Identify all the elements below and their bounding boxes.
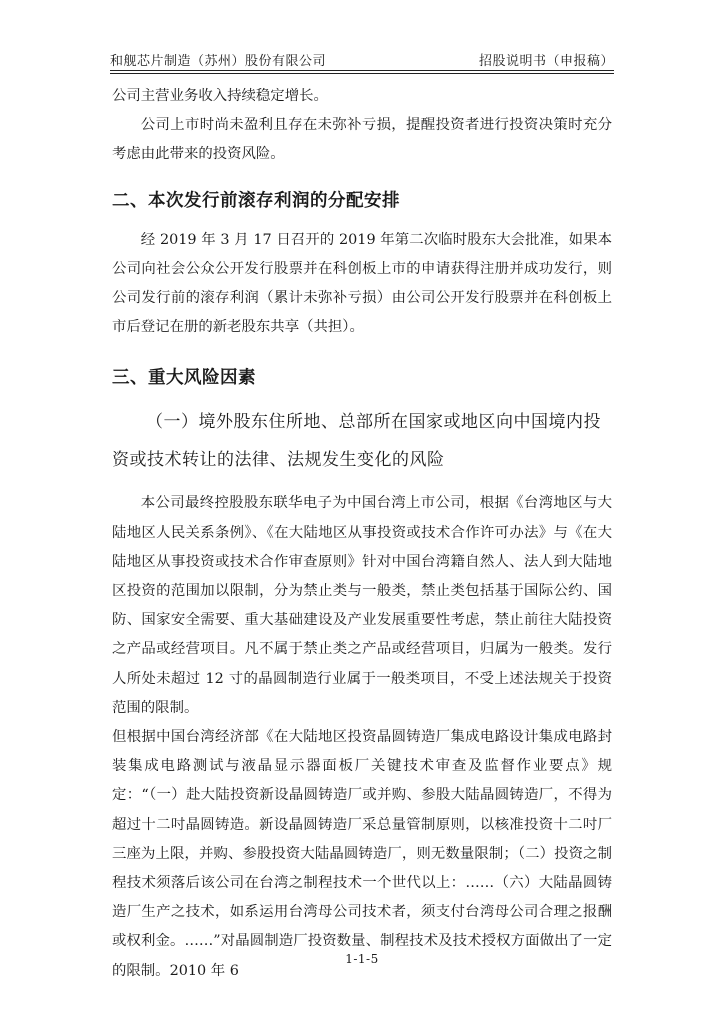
paragraph-wafer-foundry-rules: 但根据中国台湾经济部《在大陆地区投资晶圆铸造厂集成电路设计集成电路封装集成电路测试与液晶显示器面板厂关键技术审查及监督作业要点》规定：“（一）赴大陆投资新设晶圆铸造厂或并购、参股大陆晶圆铸造厂，不得为超过十二吋晶圆铸造。新设晶圆铸造厂采总量管制原则，以核准投资十二吋厂三座为上限，并购、参股投资大陆晶圆铸造厂，则无数量限制；（二）投资之制程技术须落后该公司在台湾之制程技术一个世代以上：……（六）大陆晶圆铸造厂生产之技术，如系运用台湾母公司技术者，须支付台湾母公司合理之报酬或权利金。……”对晶圆制造厂投资数量、制程技术及技术授权方面做出了一定的限制。2010 年 6 (112, 729, 612, 979)
page-body (112, 82, 612, 986)
section-heading-profit-distribution: 二、本次发行前滚存利润的分配安排 (112, 190, 400, 211)
paragraph-loss-warning: 公司上市时尚未盈利且存在未弥补亏损，提醒投资者进行投资决策时充分考虑由此带来的投资风险。 (112, 117, 612, 163)
page-number: 1-1-5 (345, 952, 379, 966)
header-document-title: 招股说明书（申报稿） (478, 54, 614, 69)
header-rule-thin (110, 70, 614, 71)
header-company-name: 和舰芯片制造（苏州）股份有限公司 (110, 54, 327, 69)
paragraph-taiwan-regulations: 本公司最终控股股东联华电子为中国台湾上市公司，根据《台湾地区与大陆地区人民关系条例》、《在大陆地区从事投资或技术合作许可办法》与《在大陆地区从事投资或技术合作审查原则》针对中国台湾籍自然人、法人到大陆地区投资的范围加以限制，分为禁止类与一般类，禁止类包括基于国际公约、国防、国家安全需要、重大基础建设及产业发展重要性考虑，禁止前往大陆投资之产品或经营项目。凡不属于禁止类之产品或经营项目，归属为一般类。发行人所处未超过 12 寸的晶圆制造行业属于一般类项目，不受上述法规关于投资范围的限制。 (112, 495, 612, 716)
paragraph-revenue-growth: 公司主营业务收入持续稳定增长。 (112, 88, 328, 104)
subsection-heading-overseas-law-risk: （一）境外股东住所地、总部所在国家或地区向中国境内投资或技术转让的法律、法规发生变化的风险 (112, 412, 601, 471)
header-rule-thick (110, 73, 614, 74)
section-heading-risk-factors: 三、重大风险因素 (112, 368, 256, 389)
page-header (110, 48, 614, 70)
paragraph-profit-distribution: 经 2019 年 3 月 17 日召开的 2019 年第二次临时股东大会批准，如果本公司向社会公众公开发行股票并在科创板上市的申请获得注册并成功发行，则公司发行前的滚存利润（累计未弥补亏损）由公司公开发行股票并在科创板上市后登记在册的新老股东共享（共担）。 (112, 231, 612, 336)
